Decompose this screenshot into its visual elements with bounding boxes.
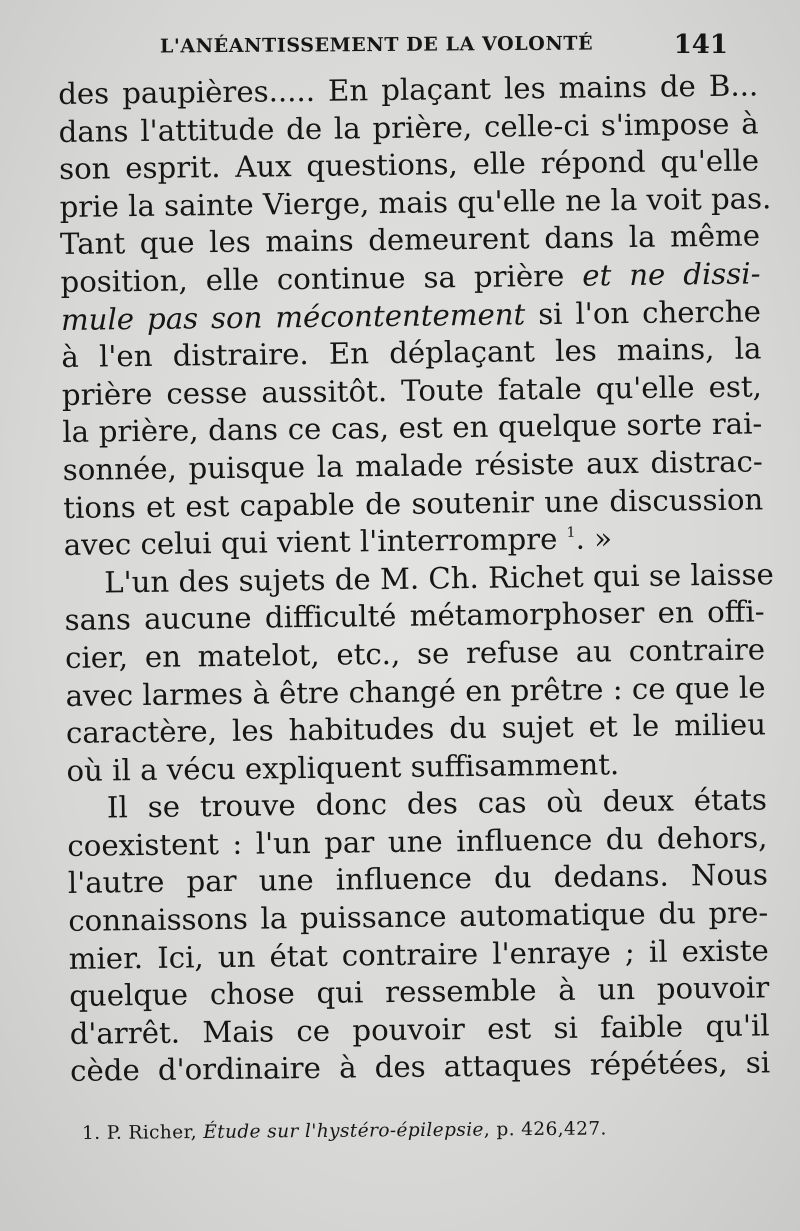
footnote-reference: 1 [566,524,576,541]
text-line: la prière, dans ce cas, est en quelque sorte rai- [62,406,763,450]
page-number: 141 [673,30,728,60]
text-line: à l'en distraire. En déplaçant les mains, la [61,331,762,375]
footnote-pages: , p. 426,427. [483,1118,607,1141]
text-line: caractère, les habitudes du sujet et le milieu [65,707,767,751]
italic-segment: mule pas son mécontentement [60,296,526,337]
text-line: sans aucune difficulté métamorphoser en offi- [64,594,765,638]
text-line: tions et est capable de soutenir une discussion [63,481,764,525]
text-segment: position, elle continue sa prière [60,258,565,299]
text-line: L'un des sujets de M. Ch. Richet qui se laisse [103,557,774,600]
running-head [60,30,730,60]
text-line: Il se trouve donc des cas où deux états [106,782,768,825]
text-line: avec larmes à être changé en prêtre : ce que le [65,669,766,713]
footnote-marker: 1. P. Richer, [82,1121,198,1144]
running-title: L'ANÉANTISSEMENT DE LA VOLONTÉ [159,32,594,58]
italic-segment: et ne dissi- [582,256,761,293]
text-segment: avec celui qui vient l'interrompre [63,522,558,563]
footnote-title: Étude sur l'hystéro-épilepsie [203,1119,484,1143]
text-segment: si l'on cherche [537,293,762,331]
text-line: Tant que les mains demeurent dans la même [59,218,761,262]
footnote [82,1118,607,1144]
text-line: l'autre par une influence du dedans. Nous [67,857,769,901]
text-line: cier, en matelot, etc., se refuse au contraire [64,632,766,675]
text-line: prière cesse aussitôt. Toute fatale qu'elle est, [61,369,763,412]
text-segment: . » [575,521,613,556]
text-line: prie la sainte Vierge, mais qu'elle ne la voit pas. [59,181,772,224]
text-line: cède d'ordinaire à des attaques répétées, si [69,1045,771,1089]
text-line: son esprit. Aux questions, elle répond qu'elle [58,143,760,187]
text-line: quelque chose qui ressemble à un pouvoir [69,970,770,1014]
text-line: sonnée, puisque la malade résiste aux distrac- [62,444,763,487]
text-line: où il a vécu expliquent suffisamment. [66,746,620,788]
text-line: coexistent : l'un par une influence du dehors, [67,820,768,863]
text-line: connaissons la puissance automatique du pre- [68,895,769,938]
text-line: des paupières..... En plaçant les mains de B... [58,68,759,111]
text-line: dans l'attitude de la prière, celle-ci s'impose à [58,106,759,149]
text-line: mier. Ici, un état contraire l'enraye ; il existe [68,933,769,976]
body-text [58,67,774,1091]
text-line: d'arrêt. Mais ce pouvoir est si faible qu'il [69,1008,770,1051]
